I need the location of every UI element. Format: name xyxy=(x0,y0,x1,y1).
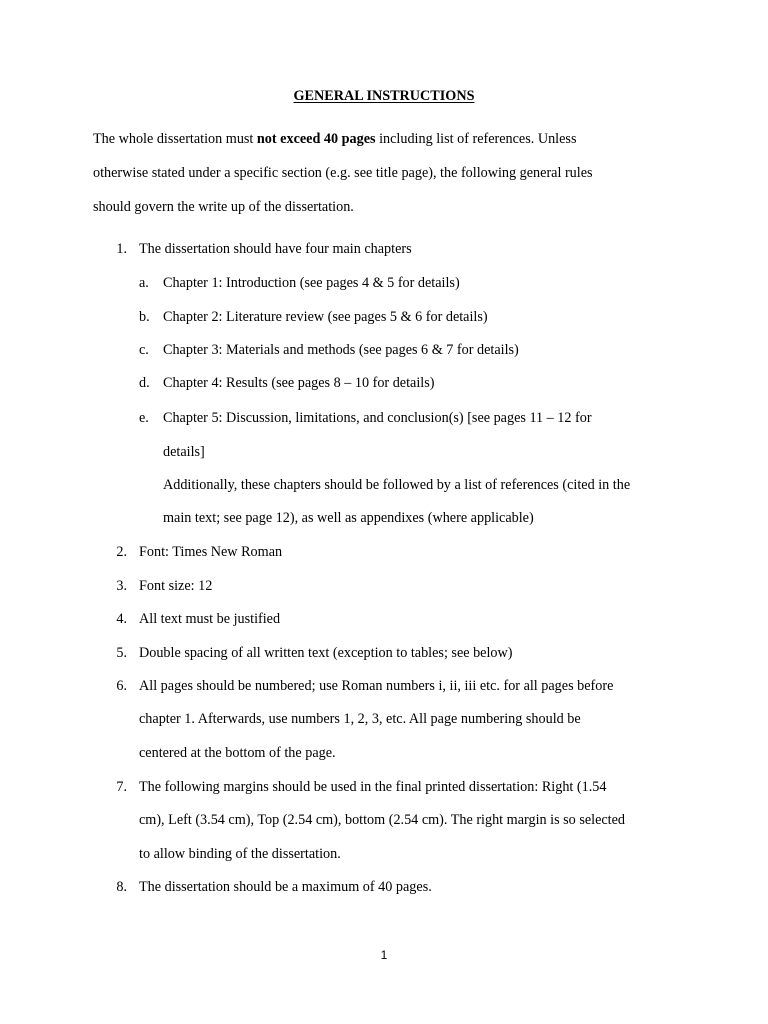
sublist-letter: e. xyxy=(139,410,149,426)
intro-line-1 xyxy=(93,130,576,148)
sublist-letter: a. xyxy=(139,275,149,291)
sublist-letter: c. xyxy=(139,342,149,358)
list-item-text: centered at the bottom of the page. xyxy=(139,745,336,761)
list-item-text: All pages should be numbered; use Roman numbers i, ii, iii etc. for all pages before xyxy=(139,678,614,694)
page-number: 1 xyxy=(380,948,388,962)
list-number: 5. xyxy=(116,645,127,661)
list-number: 2. xyxy=(116,544,127,560)
list-number: 6. xyxy=(116,678,127,694)
list-item-text: to allow binding of the dissertation. xyxy=(139,846,341,862)
sublist-item-text: Chapter 3: Materials and methods (see pages 6 & 7 for details) xyxy=(163,342,519,358)
page-title: GENERAL INSTRUCTIONS xyxy=(293,88,475,104)
list-number: 4. xyxy=(116,611,127,627)
list-item-text: The dissertation should be a maximum of 40 pages. xyxy=(139,879,432,895)
list-number: 3. xyxy=(116,578,127,594)
list-item-text: The following margins should be used in the final printed dissertation: Right (1.54 xyxy=(139,779,607,795)
sublist-letter: b. xyxy=(139,309,150,325)
list-item-text: Double spacing of all written text (exception to tables; see below) xyxy=(139,645,513,661)
sublist-item-text: Chapter 2: Literature review (see pages 5 & 6 for details) xyxy=(163,309,488,325)
additional-note: Additionally, these chapters should be followed by a list of references (cited in the xyxy=(163,477,631,493)
list-item-text: All text must be justified xyxy=(139,611,281,627)
sublist-item-text: Chapter 5: Discussion, limitations, and conclusion(s) [see pages 11 – 12 for xyxy=(163,410,592,426)
intro-text: The whole dissertation must xyxy=(93,131,257,147)
list-number: 1. xyxy=(116,241,127,257)
additional-note: main text; see page 12), as well as appendixes (where applicable) xyxy=(163,510,534,526)
list-item-text: Font: Times New Roman xyxy=(139,544,283,560)
list-item-text: cm), Left (3.54 cm), Top (2.54 cm), bottom (2.54 cm). The right margin is so selected xyxy=(139,812,626,828)
sublist-item-text: Chapter 4: Results (see pages 8 – 10 for details) xyxy=(163,375,435,391)
intro-line-2: otherwise stated under a specific section (e.g. see title page), the following general rules xyxy=(93,165,593,181)
intro-emphasis: not exceed 40 pages xyxy=(256,131,376,147)
list-item-text: The dissertation should have four main chapters xyxy=(139,241,412,257)
sublist-item-text: Chapter 1: Introduction (see pages 4 & 5 for details) xyxy=(163,275,460,291)
list-number: 8. xyxy=(116,879,127,895)
sublist-item-text: details] xyxy=(163,444,205,460)
list-item-text: Font size: 12 xyxy=(139,578,213,594)
list-item-text: chapter 1. Afterwards, use numbers 1, 2, 3, etc. All page numbering should be xyxy=(139,711,581,727)
intro-line-3: should govern the write up of the dissertation. xyxy=(93,199,354,215)
sublist-letter: d. xyxy=(139,375,150,391)
list-number: 7. xyxy=(116,779,127,795)
intro-text: including list of references. Unless xyxy=(375,131,577,147)
